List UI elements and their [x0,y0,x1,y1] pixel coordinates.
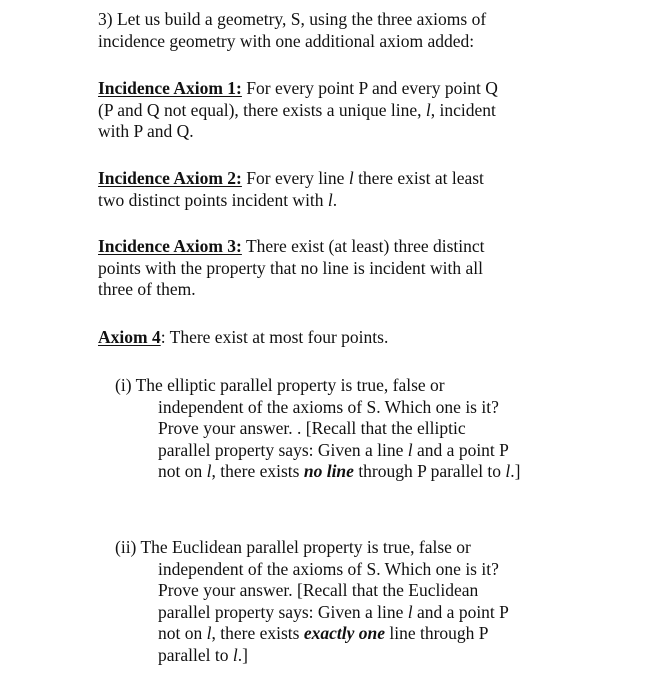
part-i-line-3: Prove your answer. . [Recall that the elliptic [158,418,466,438]
axiom-1-text-2: (P and Q not equal), there exists a unique line, [98,99,426,120]
axiom-2-line-2 [98,190,638,212]
incidence-axiom-1 [98,78,638,143]
part-i-line-5-c: through P parallel to [353,461,506,481]
intro-line-1: 3) Let us build a geometry, S, using the three axioms of [98,9,487,29]
var-l: l [407,439,413,460]
part-i-line-1: (i) The elliptic parallel property is true, false or [115,375,445,395]
axiom-4-text: : There exist at most four points. [160,327,389,347]
var-l: l [232,644,238,665]
var-l: l [348,168,354,188]
part-i-line-4 [115,440,595,462]
var-l: l [425,99,431,120]
part-ii-line-4-text: parallel property says: Given a line [158,601,408,622]
axiom-4 [98,327,638,349]
axiom-1-text: For every point P and every point Q [241,78,498,98]
axiom-4-title: Axiom 4 [98,327,161,347]
part-ii-line-6-a: parallel to [158,644,233,665]
part-ii-line-4-end: and a point P [412,601,509,622]
problem-intro [98,9,638,52]
part-i-line-5 [115,461,595,483]
part-i-line-4-text: parallel property says: Given a line [158,439,408,460]
axiom-3-text: There exist (at least) three distinct [241,236,485,256]
part-ii-line-5-b: , there exists [211,623,304,643]
axiom-3-title: Incidence Axiom 3: [98,236,242,256]
part-i-line-5-a: not on [158,461,207,481]
axiom-2-title: Incidence Axiom 2: [98,168,242,188]
incidence-axiom-2 [98,168,638,211]
part-ii-line-6-b: .] [237,644,248,665]
part-ii-line-5-c: line through P [385,623,489,643]
axiom-3-line-1 [98,236,638,258]
axiom-2-text: For every line [241,168,349,188]
axiom-3-line-3: three of them. [98,279,196,299]
part-i-line-5-b: , there exists [211,461,304,481]
incidence-axiom-3 [98,236,638,301]
axiom-1-title: Incidence Axiom 1: [98,78,242,98]
question-part-i [115,375,595,483]
axiom-1-line-2 [98,100,638,122]
part-i-line-4-end: and a point P [412,439,509,460]
axiom-2-text-end: there exist at least [353,168,484,188]
var-l: l [407,601,413,622]
part-ii-line-4 [115,602,595,624]
part-ii-line-5-a: not on [158,623,207,643]
axiom-1-line-1 [98,78,638,100]
axiom-2-text-2: two distinct points incident with [98,189,328,210]
axiom-1-line-3: with P and Q. [98,121,194,141]
axiom-4-line-1 [98,327,638,349]
part-ii-line-5 [115,623,595,645]
var-l: l [327,189,333,210]
var-l: l [206,623,212,643]
axiom-3-line-2: points with the property that no line is incident with all [98,257,483,278]
var-l: l [206,461,212,481]
part-ii-line-1: (ii) The Euclidean parallel property is true, false or [115,537,471,557]
axiom-2-line-1 [98,168,638,190]
part-ii-line-2: independent of the axioms of S. Which one is it? [158,558,499,579]
intro-line-2: incidence geometry with one additional axiom added: [98,30,475,51]
var-l: l [505,461,511,481]
part-i-line-5-d: .] [510,461,521,481]
emphasis-exactly-one: exactly one [303,623,385,643]
axiom-2-text-2-end: . [332,189,338,210]
part-ii-line-3: Prove your answer. [Recall that the Euclidean [158,580,479,600]
question-part-ii [115,537,595,666]
part-i-line-2: independent of the axioms of S. Which one is it? [158,396,499,417]
axiom-1-text-2-end: , incident [430,99,496,120]
part-ii-line-6 [115,645,595,667]
emphasis-no-line: no line [303,461,354,481]
